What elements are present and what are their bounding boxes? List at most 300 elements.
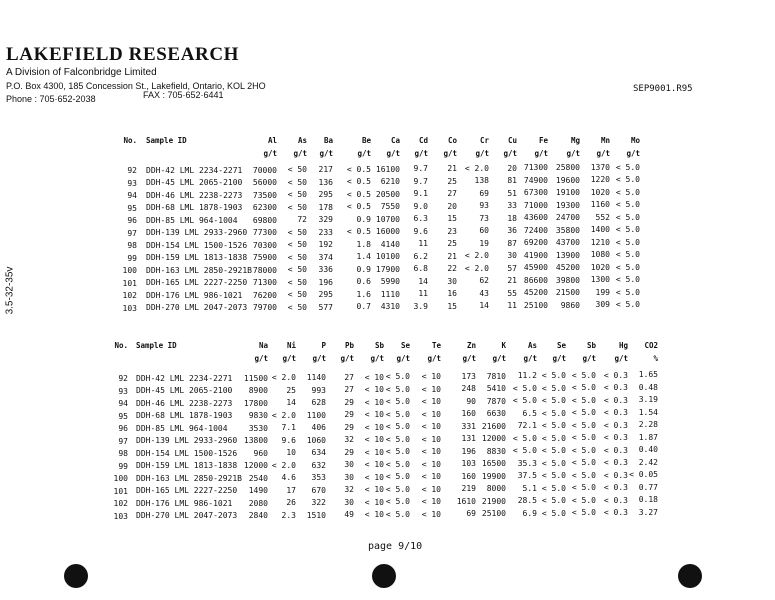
table-cell: 6.3	[413, 214, 428, 224]
row-number: 97	[127, 228, 137, 238]
table-cell: 1220	[590, 175, 610, 185]
table-cell: 5990	[380, 277, 400, 286]
table-cell: 3530	[248, 423, 268, 433]
sample-id: DDH-46 LML 2238-2273	[146, 190, 243, 200]
column-unit: g/t	[312, 354, 326, 363]
table-cell: 12000	[243, 461, 268, 470]
table-cell: 15	[447, 214, 457, 223]
table-cell: < 5.0	[571, 470, 596, 480]
table-cell: < 0.3	[603, 433, 628, 442]
table-cell: 73	[479, 213, 489, 223]
table-cell: 21	[447, 164, 457, 173]
column-unit: g/t	[427, 354, 441, 363]
table-cell: 19300	[555, 200, 580, 210]
column-header: Co	[447, 136, 457, 145]
table-cell: < 0.3	[603, 483, 628, 492]
table-cell: 103	[461, 459, 476, 469]
row-number: 95	[118, 411, 128, 421]
table-cell: 1.65	[638, 370, 658, 380]
column-unit: g/t	[319, 149, 333, 158]
column-unit: g/t	[523, 354, 537, 363]
row-number: 99	[118, 461, 128, 471]
column-header: As	[297, 136, 307, 145]
table-cell: < 0.5	[346, 227, 371, 237]
table-cell: 6.5	[522, 408, 537, 418]
table-cell: 22	[447, 264, 457, 273]
table-cell: < 5.0	[615, 225, 640, 234]
table-cell: 10	[286, 448, 296, 458]
table-cell: 49	[344, 510, 354, 520]
table-cell: 295	[318, 290, 333, 299]
table-cell: 173	[461, 371, 476, 381]
table-cell: 1020	[590, 187, 610, 197]
column-unit: g/t	[340, 354, 354, 363]
table-cell: < 5.0	[541, 496, 566, 505]
table-cell: 73500	[252, 190, 277, 200]
column-unit: g/t	[443, 149, 457, 158]
table-cell: 160	[461, 409, 476, 419]
table-cell: 60	[479, 226, 489, 236]
table-cell: 71000	[523, 200, 548, 210]
column-header: Hg	[618, 341, 628, 350]
table-cell: < 2.0	[464, 163, 489, 173]
column-unit: g/t	[475, 149, 489, 158]
table-cell: 33	[507, 201, 517, 210]
table-cell: 233	[318, 227, 333, 237]
column-unit: g/t	[582, 354, 596, 363]
table-cell: < 5.0	[615, 262, 640, 272]
table-cell: 1300	[590, 275, 610, 285]
table-cell: 6210	[380, 177, 400, 186]
table-cell: 16	[447, 289, 457, 298]
table-cell: < 5.0	[385, 372, 410, 382]
table-cell: < 2.0	[464, 251, 489, 261]
table-cell: < 5.0	[571, 408, 596, 418]
table-cell: 30	[447, 276, 457, 286]
table-cell: 0.48	[638, 382, 658, 392]
row-number: 92	[127, 166, 137, 175]
punch-hole-right	[678, 564, 702, 588]
table-cell: 19	[479, 238, 489, 248]
table-cell: < 0.5	[346, 189, 371, 199]
column-header: Be	[361, 136, 371, 145]
column-header: Cr	[479, 136, 489, 145]
table-cell: < 10	[364, 422, 384, 432]
table-cell: 5410	[486, 384, 506, 393]
table-cell: 0.40	[638, 445, 658, 455]
table-cell: 45900	[523, 263, 548, 273]
table-cell: < 0.3	[603, 383, 628, 392]
table-cell: 632	[311, 460, 326, 470]
table-cell: 329	[318, 215, 333, 224]
table-cell: 993	[311, 385, 326, 395]
column-unit: g/t	[282, 354, 296, 363]
sample-id: DDH-154 LML 1500-1526	[146, 240, 248, 250]
table-cell: 30	[344, 497, 354, 507]
table-cell: < 10	[364, 410, 384, 419]
table-cell: < 10	[421, 422, 441, 431]
table-cell: 37.5	[517, 471, 537, 481]
row-number: 98	[127, 241, 137, 250]
table-cell: 21600	[481, 421, 506, 431]
column-header: Zn	[466, 341, 476, 350]
table-cell: < 2.0	[464, 263, 489, 273]
column-header: Al	[267, 136, 277, 145]
table-cell: < 5.0	[615, 250, 640, 259]
table-cell: < 0.05	[629, 470, 658, 480]
table-cell: 13800	[243, 436, 268, 445]
table-cell: 1020	[590, 262, 610, 272]
table-cell: < 2.0	[271, 460, 296, 470]
table-cell: 131	[461, 434, 476, 444]
table-cell: 1370	[590, 162, 610, 172]
address-line: P.O. Box 4300, 185 Concession St., Lakefield, Ontario, KOL 2HO	[6, 81, 266, 91]
column-header: Se	[556, 341, 566, 350]
table-cell: 0.77	[638, 482, 658, 492]
phone-line: Phone : 705·652-2038	[6, 94, 96, 104]
column-unit: g/t	[492, 354, 506, 363]
table-cell: 21	[507, 276, 517, 285]
table-cell: < 0.3	[603, 408, 628, 417]
table-cell: 21500	[555, 288, 580, 297]
table-cell: < 5.0	[541, 408, 566, 418]
table-cell: < 5.0	[615, 187, 640, 197]
table-cell: < 5.0	[571, 445, 596, 455]
table-cell: < 0.5	[346, 202, 371, 212]
table-cell: 21900	[481, 496, 506, 506]
table-cell: 15	[447, 301, 457, 311]
table-cell: 25	[447, 176, 457, 186]
table-cell: 6.2	[413, 251, 428, 261]
sample-id: DDH-159 LML 1813-1838	[136, 461, 238, 471]
table-cell: 1080	[590, 250, 610, 260]
table-cell: 12000	[481, 434, 506, 443]
table-cell: 77300	[252, 228, 277, 237]
table-cell: < 5.0	[615, 212, 640, 222]
table-cell: 7.1	[281, 423, 296, 433]
table-cell: 14	[479, 301, 489, 311]
table-cell: 9860	[560, 300, 580, 310]
table-cell: 70300	[252, 240, 277, 250]
column-unit: g/t	[552, 354, 566, 363]
table-cell: 295	[318, 190, 333, 199]
table-cell: 9.1	[413, 189, 428, 199]
table-cell: < 50	[287, 227, 307, 237]
table-cell: 25100	[523, 300, 548, 310]
table-cell: < 10	[421, 397, 441, 406]
row-number: 98	[118, 449, 128, 458]
table-cell: 1.6	[356, 289, 371, 299]
table-cell: 1.87	[638, 432, 658, 442]
table-cell: 36	[507, 226, 517, 235]
table-cell: 41900	[523, 250, 548, 260]
column-header: No.	[123, 136, 137, 145]
column-unit: g/t	[462, 354, 476, 363]
table-cell: 20	[447, 201, 457, 211]
table-cell: 670	[311, 485, 326, 495]
table-cell: 217	[318, 165, 333, 174]
table-cell: < 5.0	[571, 420, 596, 430]
column-unit: g/t	[566, 149, 580, 158]
table-cell: < 5.0	[615, 237, 640, 247]
sample-id: DDH-45 LML 2065-2100	[146, 178, 243, 188]
table-cell: 71300	[252, 278, 277, 287]
table-cell: 374	[318, 252, 333, 262]
table-cell: < 50	[287, 165, 307, 175]
table-cell: 27	[447, 189, 457, 198]
table-cell: 5.1	[522, 483, 537, 493]
table-cell: < 5.0	[541, 383, 566, 393]
table-cell: 70000	[252, 165, 277, 175]
row-number: 103	[122, 303, 137, 313]
table-cell: 6630	[486, 409, 506, 418]
table-cell: 93	[479, 201, 489, 211]
table-cell: 10700	[375, 214, 400, 224]
column-header: Ca	[390, 136, 400, 145]
sample-id: DDH-68 LML 1878-1903	[146, 203, 243, 213]
column-header: Pb	[344, 341, 354, 350]
table-cell: 8000	[486, 484, 506, 493]
table-cell: 3.19	[638, 395, 658, 405]
handwritten-margin-note: 3.5-32-35v	[4, 266, 16, 315]
table-cell: < 5.0	[541, 458, 566, 468]
table-cell: < 5.0	[571, 495, 596, 505]
column-header: Cu	[507, 136, 517, 145]
table-cell: 628	[311, 398, 326, 407]
table-cell: 57	[507, 263, 517, 273]
table-cell: 1510	[306, 510, 326, 520]
table-cell: < 5.0	[571, 370, 596, 380]
table-cell: 8830	[486, 446, 506, 456]
row-number: 102	[122, 291, 137, 300]
table-cell: < 10	[421, 447, 441, 456]
table-cell: < 0.5	[346, 177, 371, 187]
table-cell: 7550	[380, 202, 400, 211]
column-unit: g/t	[254, 354, 268, 363]
column-header: K	[501, 341, 506, 350]
table-cell: 16500	[481, 459, 506, 468]
table-cell: 353	[311, 473, 326, 482]
table-cell: 78000	[252, 265, 277, 275]
column-header: No.	[114, 341, 128, 350]
table-cell: 7870	[486, 396, 506, 406]
column-header: Sample ID	[136, 341, 177, 350]
column-unit: g/t	[614, 354, 628, 363]
table-cell: < 5.0	[385, 459, 410, 469]
row-number: 92	[118, 374, 128, 383]
table-cell: < 5.0	[541, 471, 566, 480]
sample-id: DDH-85 LML 964-1004	[136, 423, 228, 433]
table-cell: 11	[418, 289, 428, 299]
table-cell: 1.4	[356, 252, 371, 262]
table-cell: < 10	[421, 372, 441, 381]
table-cell: 4.6	[281, 473, 296, 483]
row-number: 101	[113, 486, 128, 496]
table-cell: 14	[286, 398, 296, 408]
table-cell: 29	[344, 397, 354, 407]
table-cell: < 5.0	[615, 200, 640, 209]
table-cell: < 5.0	[541, 508, 566, 518]
table-cell: 25	[447, 239, 457, 248]
table-cell: 16000	[375, 227, 400, 236]
table-cell: < 50	[287, 265, 307, 275]
table-cell: 1490	[248, 486, 268, 495]
row-number: 93	[118, 386, 128, 396]
table-cell: 7810	[486, 371, 506, 381]
table-cell: 32	[344, 485, 354, 495]
table-cell: 72400	[523, 225, 548, 235]
table-cell: < 10	[421, 509, 441, 519]
table-cell: 43	[479, 288, 489, 298]
table-cell: < 5.0	[615, 287, 640, 297]
table-cell: 4140	[380, 239, 400, 249]
table-cell: < 5.0	[541, 446, 566, 455]
table-cell: 72	[297, 215, 307, 225]
table-cell: < 50	[287, 302, 307, 312]
table-cell: < 5.0	[385, 409, 410, 419]
column-header: Mg	[570, 136, 580, 145]
row-number: 100	[113, 474, 128, 483]
table-cell: 75900	[252, 253, 277, 262]
column-header: Te	[431, 341, 441, 350]
table-cell: 2.3	[281, 510, 296, 520]
table-cell: 69	[479, 188, 489, 198]
table-cell: 196	[461, 446, 476, 456]
company-name: LAKEFIELD RESEARCH	[6, 44, 240, 65]
table-cell: < 50	[287, 240, 307, 250]
table-cell: < 10	[421, 434, 441, 444]
table-cell: < 5.0	[615, 175, 640, 184]
sample-id: DDH-163 LML 2850-2921B	[146, 265, 252, 275]
table-cell: 3.9	[413, 301, 428, 311]
sample-id: DDH-154 LML 1500-1526	[136, 448, 238, 458]
table-cell: < 10	[364, 510, 384, 519]
table-cell: 25800	[555, 163, 580, 172]
table-cell: 51	[507, 188, 517, 198]
table-cell: 9.6	[413, 226, 428, 236]
row-number: 97	[118, 436, 128, 446]
table-cell: < 50	[287, 290, 307, 300]
column-unit: g/t	[396, 354, 410, 363]
table-cell: < 5.0	[541, 483, 566, 493]
table-cell: 309	[595, 300, 610, 310]
table-cell: 79700	[252, 303, 277, 312]
table-cell: 3.27	[638, 507, 658, 517]
table-cell: 71300	[523, 163, 548, 173]
table-cell: 1.54	[638, 407, 658, 417]
table-cell: < 10	[421, 459, 441, 469]
table-cell: < 50	[287, 190, 307, 200]
column-header: Cd	[418, 136, 428, 145]
column-header: Sample ID	[146, 136, 187, 145]
column-header: Fe	[538, 136, 548, 145]
table-cell: 87	[507, 238, 517, 248]
column-header: Sb	[586, 341, 596, 350]
table-cell: < 50	[287, 252, 307, 262]
table-cell: < 50	[287, 202, 307, 212]
table-cell: 55	[507, 288, 517, 298]
table-cell: 25100	[481, 509, 506, 518]
table-cell: 0.9	[356, 264, 371, 274]
table-cell: 19600	[555, 175, 580, 185]
table-cell: < 10	[364, 497, 384, 507]
row-number: 95	[127, 203, 137, 213]
table-cell: < 5.0	[571, 383, 596, 393]
table-cell: < 0.3	[603, 508, 628, 517]
table-cell: 6.8	[413, 264, 428, 274]
table-cell: 2080	[248, 498, 268, 508]
table-cell: < 0.3	[603, 420, 628, 430]
punch-hole-left	[64, 564, 88, 588]
row-number: 101	[122, 278, 137, 288]
table-cell: 9.7	[413, 176, 428, 186]
sample-id: DDH-159 LML 1813-1838	[146, 253, 248, 263]
table-cell: 20	[507, 163, 517, 173]
column-header: Na	[258, 341, 268, 350]
table-cell: 0.9	[356, 214, 371, 224]
table-cell: 1110	[380, 289, 400, 299]
table-cell: 16100	[375, 164, 400, 174]
table-cell: < 10	[364, 372, 384, 382]
table-cell: < 5.0	[571, 395, 596, 405]
table-cell: < 5.0	[571, 508, 596, 518]
column-header: As	[527, 341, 537, 350]
table-cell: 11	[418, 239, 428, 249]
column-unit: g/t	[534, 149, 548, 158]
column-unit: g/t	[414, 149, 428, 158]
row-number: 99	[127, 253, 137, 263]
division-line: A Division of Falconbridge Limited	[6, 67, 157, 78]
table-cell: < 5.0	[541, 371, 566, 380]
fax-line: FAX : 705·652·6441	[143, 90, 224, 100]
sample-id: DDH-270 LML 2047-2073	[146, 303, 248, 313]
table-cell: < 50	[287, 177, 307, 187]
table-cell: 17900	[375, 264, 400, 274]
table-cell: 20500	[375, 189, 400, 199]
table-cell: < 5.0	[385, 484, 410, 494]
column-unit: g/t	[626, 149, 640, 158]
table-cell: 21	[447, 251, 457, 261]
sample-id: DDH-139 LML 2933-2960	[136, 436, 238, 446]
table-cell: < 5.0	[615, 275, 640, 284]
table-cell: < 0.3	[603, 495, 628, 505]
column-header: Mn	[600, 136, 610, 145]
table-cell: 43700	[555, 238, 580, 247]
table-cell: < 5.0	[512, 383, 537, 393]
table-cell: 11.2	[517, 371, 537, 381]
table-cell: 17800	[243, 398, 268, 408]
table-cell: < 5.0	[512, 396, 537, 406]
table-cell: < 10	[421, 409, 441, 419]
table-cell: 336	[318, 265, 333, 274]
table-cell: 39800	[555, 275, 580, 285]
table-cell: 192	[318, 240, 333, 249]
row-number: 96	[127, 216, 137, 225]
table-cell: < 5.0	[385, 384, 410, 394]
table-cell: 322	[311, 498, 326, 507]
sample-id: DDH-42 LML 2234-2271	[146, 165, 243, 175]
table-cell: 138	[474, 176, 489, 186]
table-cell: < 10	[421, 384, 441, 394]
table-cell: 35800	[555, 225, 580, 235]
table-cell: < 10	[364, 435, 384, 444]
table-cell: 8900	[248, 386, 268, 395]
table-cell: 1210	[590, 237, 610, 247]
table-cell: 62300	[252, 203, 277, 212]
table-cell: 406	[311, 423, 326, 432]
table-cell: < 5.0	[512, 433, 537, 443]
table-cell: < 5.0	[615, 162, 640, 172]
